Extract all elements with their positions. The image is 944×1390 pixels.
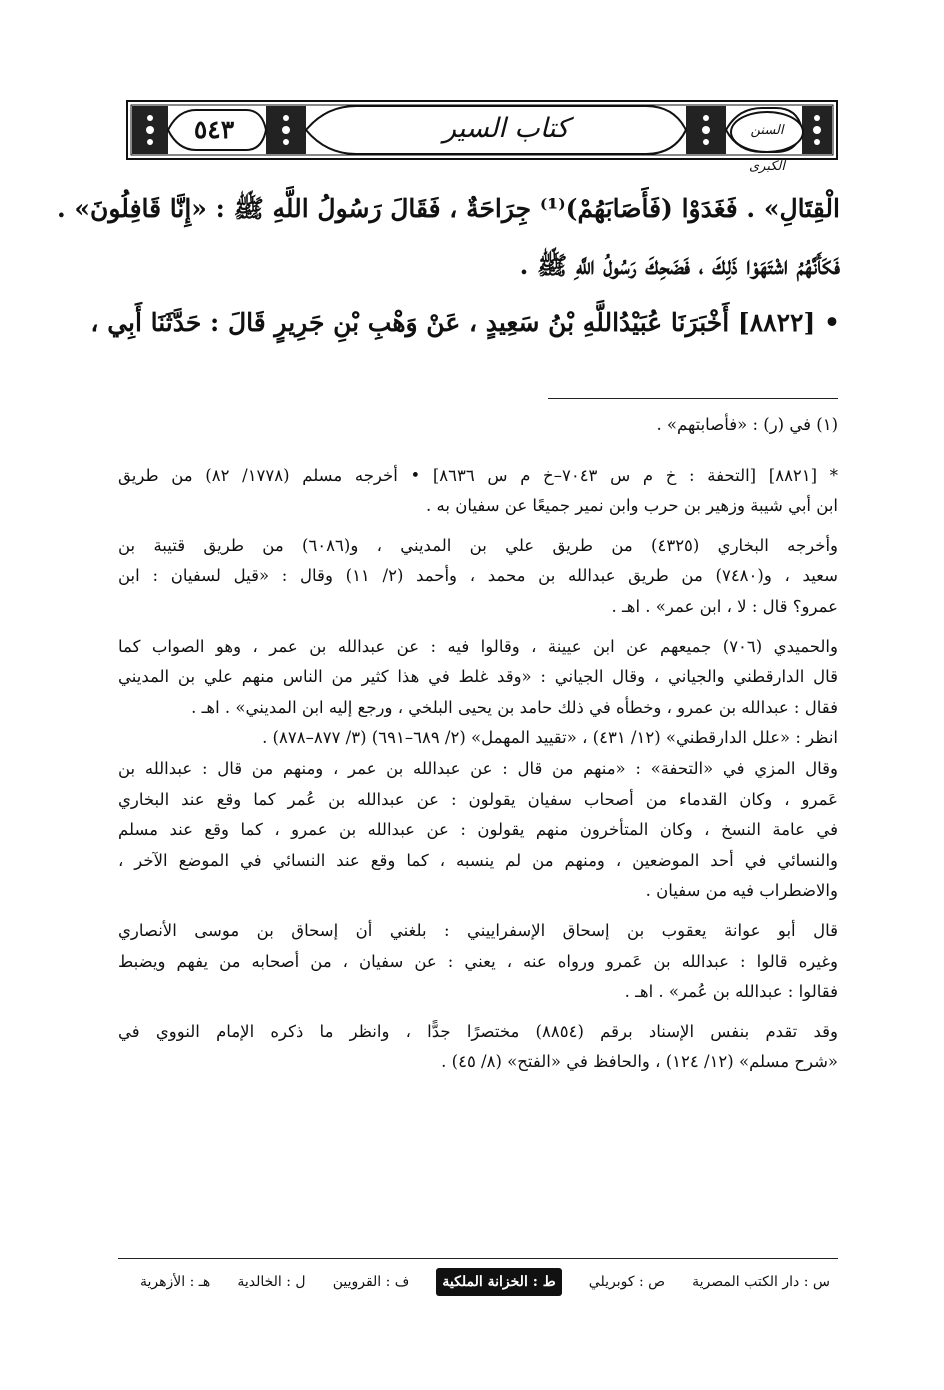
footnote-line: * [٨٨٢١] [التحفة : خ م س ٧٠٤٣–خ م س ٨٦٣٦] • أخرجه مسلم (١٧٧٨/ ٨٢) من طريق	[118, 465, 838, 485]
siglum: ل : الخالدية	[237, 1274, 306, 1290]
footnote-line: فقالوا : عبدالله بن عُمر» . اهـ .	[624, 982, 838, 1002]
footnote-line: فقال : عبدالله بن عمرو ، وخطأه في ذلك حامد بن يحيى البلخي ، ورجع إليه ابن المديني» . اهـ .	[191, 697, 838, 717]
footnote-line: (١) في (ر) : «فأصابتهم» .	[656, 415, 838, 434]
siglum: ف : القرويين	[332, 1274, 410, 1290]
seal-logo: السنن الكبرى	[730, 111, 804, 153]
footnote-line: عَمرو ، وكان القدماء من أصحاب سفيان يقولون : عن عبدالله بن عُمر كما وقع عند البخاري	[118, 789, 838, 809]
main-line-hadith-8822	[90, 294, 840, 351]
siglum-highlighted: ط : الخزانة الملكية	[436, 1268, 561, 1296]
siglum: ص : كوبريلي	[588, 1274, 666, 1290]
manuscript-sigla	[140, 1268, 830, 1296]
footnote-line: «شرح مسلم» (١٢/ ١٢٤) ، والحافظ في «الفتح» (٨/ ٤٥) .	[441, 1052, 838, 1072]
page-number: ٥٤٣	[193, 115, 235, 144]
bullet-icon: •	[824, 308, 840, 337]
footnote-line: انظر : «علل الدارقطني» (١٢/ ٤٣١) ، «تقييد المهمل» (٢/ ٦٨٩–٦٩١) (٣/ ٨٧٧–٨٧٨) .	[262, 728, 838, 748]
footnote-line: وأخرجه البخاري (٤٣٢٥) من طريق علي بن المديني ، و(٦٠٨٦) من طريق قتيبة بن	[118, 535, 839, 555]
main-text	[56, 180, 840, 351]
footnote-line: والحميدي (٧٠٦) جميعهم عن ابن عيينة ، وقالوا فيه : عن عبدالله بن عمر ، وهو الصواب كما	[118, 636, 838, 656]
footnote-line: في عامة النسخ ، وكان المتأخرون منهم يقولون : عن عبدالله بن عمرو ، كما وقع عند مسلم	[118, 820, 838, 840]
footnote-line: قال أبو عوانة يعقوب بن إسحاق الإسفراييني : بلغني أن إسحاق بن موسى الأنصاري	[118, 920, 838, 940]
main-line: الْقِتَالِ» . فَغَدَوْا (فَأَصَابَهُمْ)⁽¹⁾ جِرَاحَةٌ ، فَقَالَ رَسُولُ اللَّهِ ﷺ : «إِنَّا قَافِلُونَ» .	[56, 194, 840, 223]
page-header	[126, 100, 838, 174]
footnote-line: ابن أبي شيبة وزهير بن حرب وابن نمير جميعًا عن سفيان به .	[426, 496, 838, 516]
footnotes	[118, 410, 838, 1078]
hadith-text: [٨٨٢٢] أَخْبَرَنَا عُبَيْدُاللَّهِ بْنُ سَعِيدٍ ، عَنْ وَهْبِ بْنِ جَرِيرٍ قَالَ : حَدَّثَنَا أَبِي ،	[90, 308, 816, 337]
main-line: فَكَأَنَّهُمُ اشْتَهَوْا ذَلِكَ ، فَضَحِكَ رَسُولُ اللَّهِ ﷺ .	[519, 251, 840, 280]
footnote-separator	[548, 398, 838, 399]
book-title: كتاب السير	[442, 113, 570, 144]
footnote-line: وقد تقدم بنفس الإسناد برقم (٨٨٥٤) مختصرًا جدًّا ، وانظر ما ذكره الإمام النووي في	[118, 1021, 839, 1041]
siglum: س : دار الكتب المصرية	[692, 1274, 830, 1290]
footnote-line: سعيد ، و(٧٤٨٠) من طريق عبدالله بن محمد ، وأحمد (٢/ ١١) وقال : «قيل لسفيان : ابن	[118, 566, 838, 586]
footnote-line: عمرو؟ قال : لا ، ابن عمر» . اهـ .	[611, 596, 838, 616]
footer-separator	[118, 1258, 838, 1259]
footnote-line: وغيره قالوا : عبدالله بن عَمرو ورواه عنه ، يعني : عن سفيان ، من أصحابه من يفهم ويضبط	[118, 951, 838, 971]
footnote-line: والاضطراب فيه من سفيان .	[645, 881, 838, 901]
footnote-line: وقال المزي في «التحفة» : «منهم من قال : عن عبدالله بن عمر ، ومنهم من قال : عبدالله بن	[118, 758, 838, 778]
footnote-line: والنسائي في أحد الموضعين ، ومنهم من لم ينسبه ، كما وقع عند النسائي في الموضع الآخر ،	[118, 850, 838, 870]
siglum: هـ : الأزهرية	[140, 1274, 211, 1290]
footnote-line: قال الدارقطني والجياني ، وقال الجياني : «وقد غلط في هذا كثير من الناس منهم علي بن المديني	[118, 667, 838, 687]
